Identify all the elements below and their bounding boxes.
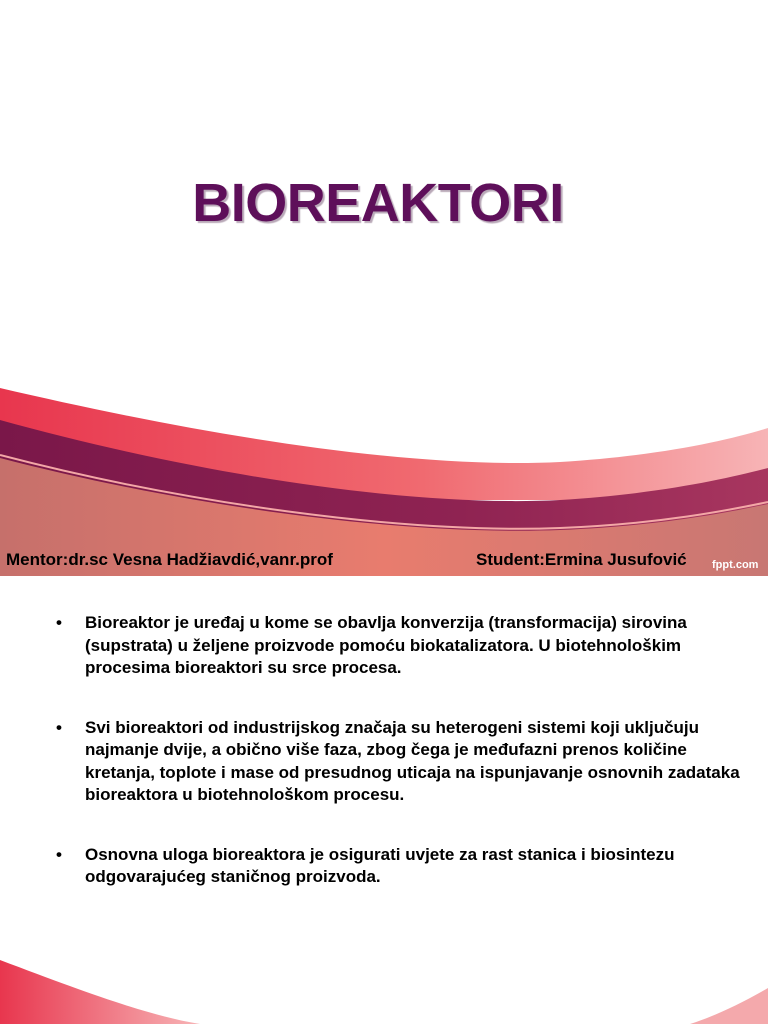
list-item <box>56 844 746 889</box>
bullet-glyph: • <box>56 844 62 864</box>
brand-watermark: fppt.com <box>712 559 759 571</box>
bullet-text: Svi bioreaktori od industrijskog značaja su heterogeni sistemi koji uključuju najmanje dvije, a obično više faza, zbog čega je međufazni prenos količine kretanja, toplote i mase od presudnog uticaja na ispunjavanje osnovnih zadataka bioreaktora u biotehnološkom procesu. <box>85 717 740 804</box>
bullet-text: Bioreaktor je uređaj u kome se obavlja konverzija (transformacija) sirovina (supstrata) u željene proizvode pomoću biokatalizatora. U biotehnološkim procesima bioreaktori su srce procesa. <box>85 613 687 677</box>
bullet-glyph: • <box>56 717 62 737</box>
bullet-glyph: • <box>56 613 62 632</box>
bullet-text: Osnovna uloga bioreaktora je osigurati uvjete za rast stanica i biosintezu odgovarajućeg staničnog proizvoda. <box>85 844 675 886</box>
student-text: Student:Ermina Jusufović <box>476 550 687 569</box>
bullet-list <box>56 612 746 889</box>
slide-title: BIOREAKTORI <box>192 173 564 233</box>
list-item <box>56 717 746 807</box>
mentor-text: Mentor:dr.sc Vesna Hadžiavdić,vanr.prof <box>6 550 333 569</box>
list-item <box>56 612 746 680</box>
